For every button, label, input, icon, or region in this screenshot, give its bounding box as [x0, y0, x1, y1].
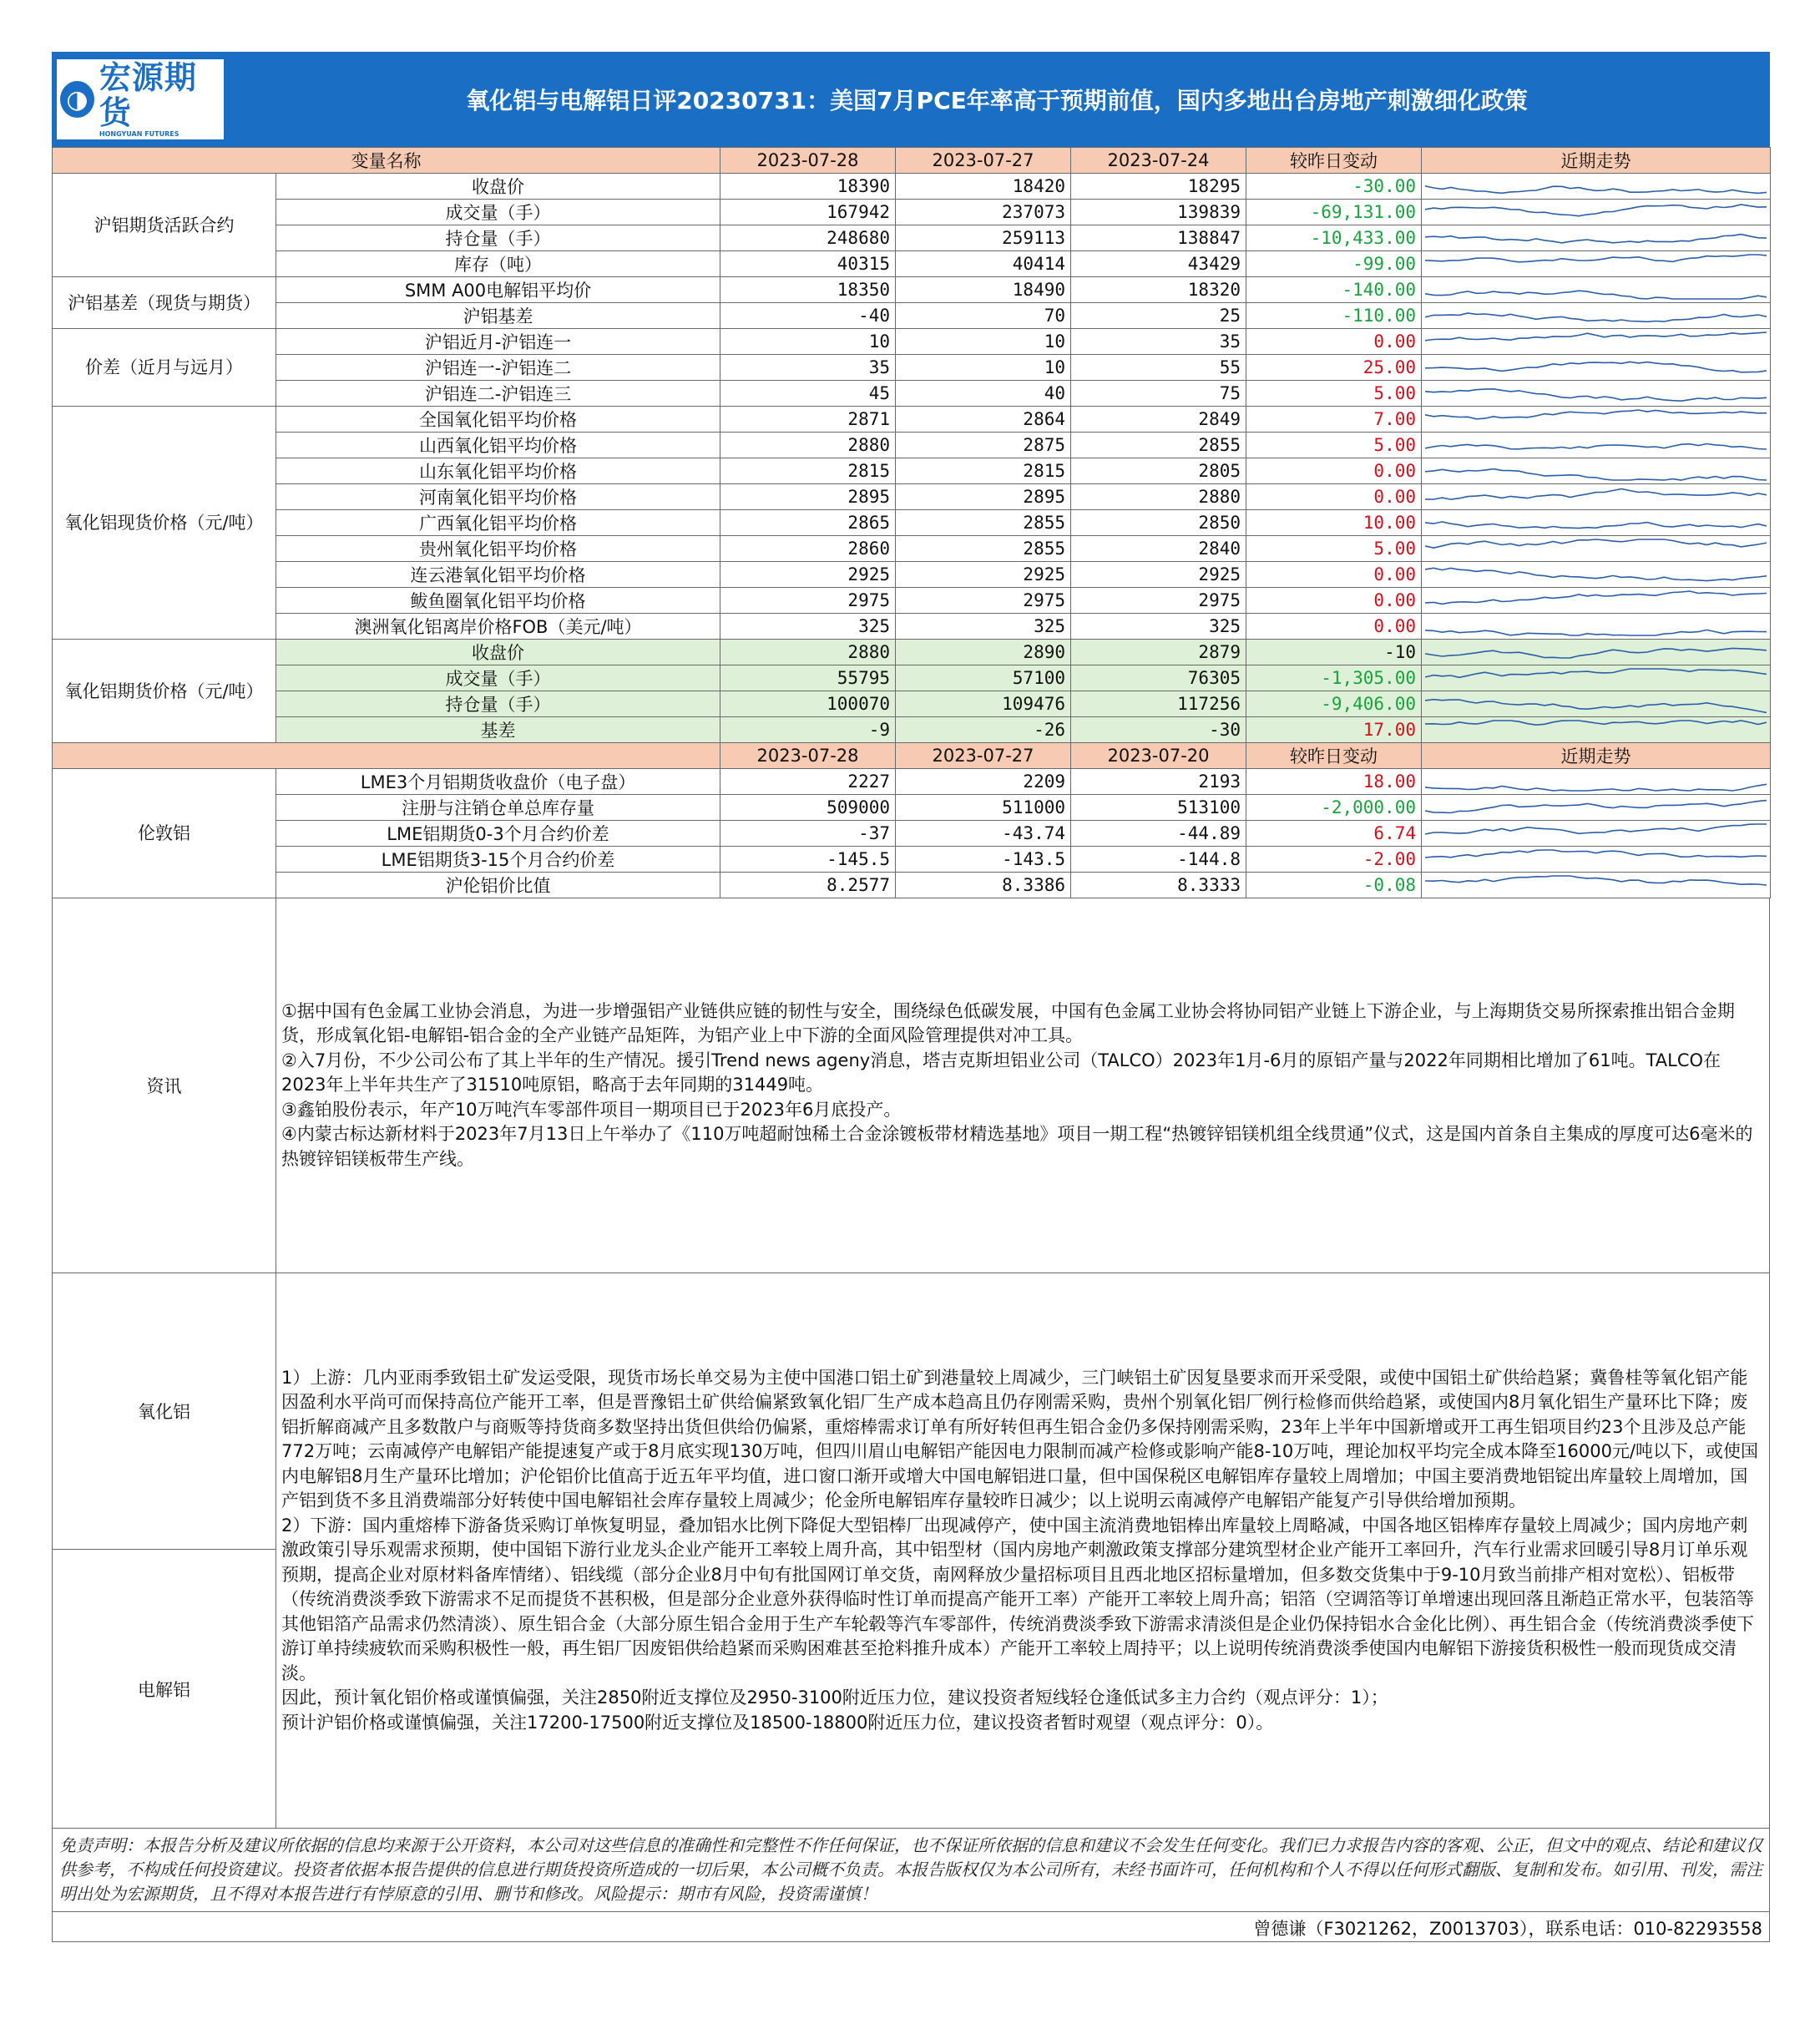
table-row [53, 407, 1771, 433]
value-cell: 2875 [896, 433, 1071, 458]
header-cell: 2023-07-28 [720, 148, 896, 174]
value-cell: 2975 [896, 588, 1071, 614]
value-cell: 55 [1071, 355, 1246, 381]
variable-name: 澳洲氧化铝离岸价格FOB（美元/吨） [276, 614, 720, 640]
sparkline-svg [1425, 356, 1767, 379]
table-row [53, 251, 1771, 277]
value-cell: 2805 [1071, 458, 1246, 484]
change-cell: -2,000.00 [1246, 795, 1422, 821]
change-cell: 6.74 [1246, 821, 1422, 847]
value-cell: 10 [896, 329, 1071, 355]
value-cell: 2925 [720, 562, 896, 588]
trend-sparkline [1422, 614, 1771, 640]
news-category: 资讯 [146, 1076, 182, 1096]
logo-name-en: HONGYUAN FUTURES [99, 130, 179, 138]
change-cell: 25.00 [1246, 355, 1422, 381]
value-cell: -37 [720, 821, 896, 847]
trend-sparkline [1422, 769, 1771, 795]
sparkline-svg [1425, 278, 1767, 301]
variable-name: 连云港氧化铝平均价格 [276, 562, 720, 588]
logo-mark-icon: ◑ [60, 81, 94, 118]
alumina-category: 氧化铝 [138, 1402, 190, 1422]
logo-name-cn: 宏源期货 [99, 59, 197, 131]
sparkline-svg [1425, 692, 1767, 716]
variable-name: 沪铝连一-沪铝连二 [276, 355, 720, 381]
value-cell: 2865 [720, 510, 896, 536]
change-cell: 0.00 [1246, 614, 1422, 640]
report-header [52, 52, 1770, 147]
sparkline-svg [1425, 666, 1767, 690]
value-cell: -9 [720, 717, 896, 743]
variable-name: 沪铝近月-沪铝连一 [276, 329, 720, 355]
value-cell: 18390 [720, 174, 896, 200]
change-cell: -69,131.00 [1246, 200, 1422, 225]
value-cell: 18320 [1071, 277, 1246, 303]
trend-sparkline [1422, 847, 1771, 873]
news-item: ④内蒙古标达新材料于2023年7月13日上午举办了《110万吨超耐蚀稀土合金涂镀板带材精选基地》项目一期工程“热镀锌铝镁机组全线贯通”仪式，这是国内首条自主集成的厚度可达6毫米的热镀锌铝镁板带生产线。 [281, 1124, 1753, 1169]
table-row [53, 200, 1771, 225]
header-row [53, 743, 1771, 769]
sparkline-line [1425, 850, 1767, 858]
value-cell: 167942 [720, 200, 896, 225]
sparkline-line [1425, 824, 1767, 834]
value-cell: 2895 [720, 484, 896, 510]
change-cell: -2.00 [1246, 847, 1422, 873]
variable-name: 沪伦铝价比值 [276, 873, 720, 898]
sparkline-svg [1425, 796, 1767, 819]
sparkline-svg [1425, 226, 1767, 250]
value-cell: 2860 [720, 536, 896, 562]
value-cell: 2855 [896, 536, 1071, 562]
disclaimer: 免责声明：本报告分析及建议所依据的信息均来源于公开资料，本公司对这些信息的准确性和完整性不作任何保证，也不保证所依据的信息和建议不会发生任何变化。我们已力求报告内容的客观、公正，但文中的观点、结论和建议仅供参考，不构成任何投资建议。投资者依据本报告提供的信息进行期货投资所造成的一切后果，本公司概不负责。本报告版权仅为本公司所有，未经书面许可，任何机构和个人不得以任何形式翻版、复制和发布。如引用、刊发，需注明出处为宏源期货，且不得对本报告进行有悖原意的引用、删节和修改。风险提示：期市有风险，投资需谨慎！ [52, 1829, 1770, 1912]
sparkline-svg [1425, 718, 1767, 741]
analyst-contact: 曾德谦（F3021262，Z0013703），联系电话：010-82293558 [52, 1912, 1770, 1942]
news-item: ③鑫铂股份表示，年产10万吨汽车零部件项目一期项目已于2023年6月底投产。 [281, 1099, 902, 1120]
value-cell: 513100 [1071, 795, 1246, 821]
header-row [53, 148, 1771, 174]
header-cell: 2023-07-27 [896, 148, 1071, 174]
change-cell: -0.08 [1246, 873, 1422, 898]
change-cell: 5.00 [1246, 536, 1422, 562]
electrolytic-aluminum-category: 电解铝 [138, 1679, 190, 1700]
table-row [53, 174, 1771, 200]
table-row [53, 433, 1771, 458]
value-cell: 2975 [1071, 588, 1246, 614]
value-cell: 2864 [896, 407, 1071, 433]
value-cell: -30 [1071, 717, 1246, 743]
value-cell: 325 [896, 614, 1071, 640]
sparkline-svg [1425, 822, 1767, 845]
header-cell: 变量名称 [53, 148, 720, 174]
sparkline-line [1425, 648, 1767, 658]
table-row [53, 355, 1771, 381]
trend-sparkline [1422, 717, 1771, 743]
trend-sparkline [1422, 484, 1771, 510]
sparkline-svg [1425, 873, 1767, 897]
table-row [53, 510, 1771, 536]
sparkline-svg [1425, 537, 1767, 560]
sparkline-line [1425, 669, 1767, 677]
trend-sparkline [1422, 873, 1771, 898]
data-table [52, 147, 1771, 898]
value-cell: 138847 [1071, 225, 1246, 251]
value-cell: 2880 [1071, 484, 1246, 510]
sparkline-svg [1425, 175, 1767, 198]
change-cell: -30.00 [1246, 174, 1422, 200]
value-cell: 139839 [1071, 200, 1246, 225]
sparkline-svg [1425, 485, 1767, 509]
variable-name: 持仓量（手） [276, 691, 720, 717]
value-cell: 2815 [896, 458, 1071, 484]
sparkline-svg [1425, 200, 1767, 224]
variable-name: 鲅鱼圈氧化铝平均价格 [276, 588, 720, 614]
value-cell: 35 [720, 355, 896, 381]
sparkline-line [1425, 332, 1767, 341]
trend-sparkline [1422, 174, 1771, 200]
change-cell: -140.00 [1246, 277, 1422, 303]
value-cell: 509000 [720, 795, 896, 821]
header-cell: 较昨日变动 [1246, 743, 1422, 769]
trend-sparkline [1422, 458, 1771, 484]
alumina-conclusion: 因此，预计氧化铝价格或谨慎偏强，关注2850附近支撑位及2950-3100附近压力位，建议投资者短线轻仓逢低试多主力合约（观点评分：1）； [281, 1687, 1388, 1708]
change-cell: -1,305.00 [1246, 665, 1422, 691]
row-group-label: 氧化铝期货价格（元/吨） [53, 640, 276, 743]
sparkline-line [1425, 313, 1767, 321]
value-cell: 18295 [1071, 174, 1246, 200]
company-logo [57, 59, 224, 139]
value-cell: 8.3333 [1071, 873, 1246, 898]
change-cell: -9,406.00 [1246, 691, 1422, 717]
value-cell: 18490 [896, 277, 1071, 303]
change-cell: 5.00 [1246, 381, 1422, 407]
table-row [53, 225, 1771, 251]
variable-name: 山东氧化铝平均价格 [276, 458, 720, 484]
change-cell: 10.00 [1246, 510, 1422, 536]
value-cell: 2880 [720, 433, 896, 458]
sparkline-line [1425, 876, 1767, 885]
row-group-label: 沪铝基差（现货与期货） [53, 277, 276, 329]
value-cell: 109476 [896, 691, 1071, 717]
change-cell: 0.00 [1246, 562, 1422, 588]
variable-name: 成交量（手） [276, 665, 720, 691]
trend-sparkline [1422, 277, 1771, 303]
header-cell: 2023-07-24 [1071, 148, 1246, 174]
trend-sparkline [1422, 588, 1771, 614]
table-row [53, 458, 1771, 484]
value-cell: 40414 [896, 251, 1071, 277]
value-cell: 45 [720, 381, 896, 407]
trend-sparkline [1422, 329, 1771, 355]
change-cell: 0.00 [1246, 329, 1422, 355]
table-row [53, 329, 1771, 355]
sparkline-line [1425, 389, 1767, 401]
value-cell: 8.3386 [896, 873, 1071, 898]
row-group-label: 伦敦铝 [53, 769, 276, 898]
header-cell: 较昨日变动 [1246, 148, 1422, 174]
value-cell: 57100 [896, 665, 1071, 691]
value-cell: 117256 [1071, 691, 1246, 717]
sparkline-svg [1425, 511, 1767, 534]
sparkline-svg [1425, 848, 1767, 871]
value-cell: 2193 [1071, 769, 1246, 795]
value-cell: 2840 [1071, 536, 1246, 562]
change-cell: -99.00 [1246, 251, 1422, 277]
variable-name: 收盘价 [276, 640, 720, 665]
trend-sparkline [1422, 381, 1771, 407]
value-cell: -26 [896, 717, 1071, 743]
variable-name: 收盘价 [276, 174, 720, 200]
aluminum-conclusion: 预计沪铝价格或谨慎偏强，关注17200-17500附近支撑位及18500-18800附近压力位，建议投资者暂时观望（观点评分：0）。 [281, 1712, 1274, 1733]
sparkline-line [1425, 801, 1767, 813]
news-item: ①据中国有色金属工业协会消息，为进一步增强铝产业链供应链的韧性与安全，围绕绿色低碳发展，中国有色金属工业协会将协同铝产业链上下游企业，与上海期货交易所探索推出铝合金期货，形成氧化铝-电解铝-铝合金的全产业链产品矩阵，为铝产业上中下游的全面风险管理提供对冲工具。 [281, 1000, 1735, 1046]
value-cell: 43429 [1071, 251, 1246, 277]
variable-name: 库存（吨） [276, 251, 720, 277]
value-cell: -44.89 [1071, 821, 1246, 847]
table-row [53, 484, 1771, 510]
sparkline-line [1425, 235, 1767, 243]
sparkline-svg [1425, 382, 1767, 405]
trend-sparkline [1422, 200, 1771, 225]
value-cell: 35 [1071, 329, 1246, 355]
analysis-section [52, 1273, 1770, 1829]
sparkline-line [1425, 362, 1767, 372]
value-cell: 10 [896, 355, 1071, 381]
value-cell: 2975 [720, 588, 896, 614]
header-cell: 2023-07-20 [1071, 743, 1246, 769]
value-cell: 70 [896, 303, 1071, 329]
value-cell: 2879 [1071, 640, 1246, 665]
trend-sparkline [1422, 225, 1771, 251]
trend-sparkline [1422, 665, 1771, 691]
value-cell: -40 [720, 303, 896, 329]
header-cell: 近期走势 [1422, 743, 1771, 769]
table-row [53, 665, 1771, 691]
table-row [53, 821, 1771, 847]
trend-sparkline [1422, 303, 1771, 329]
analysis-downstream: 2）下游：国内重熔棒下游备货采购订单恢复明显，叠加铝水比例下降促大型铝棒厂出现减停产，使中国主流消费地铝棒出库量较上周略减，中国各地区铝棒库存量较上周减少；国内房地产刺激政策引导乐观需求预期，使中国铝下游行业龙头企业产能开工率较上周升高，其中铝型材（国内房地产刺激政策支撑部分建筑型材企业产能开工率回升，汽车行业需求回暖引导8月订单乐观预期，提高企业对原材料备库情绪）、铝线缆（部分企业8月中旬有批国网订单交货，南网释放少量招标项目且西北地区招标量增加，但多数交货集中于9-10月致当前排产相对宽松）、铝板带（传统消费淡季致下游需求不足而提货不甚积极，但是部分企业意外获得临时性订单而提高产能开工率）产能开工率较上周升高；铝箔（空调箔等订单增速出现回落且渐趋正常水平，包装箔等其他铝箔产品需求仍然清淡）、原生铝合金（大部分原生铝合金用于生产车轮毂等汽车零部件，传统消费淡季致下游需求清淡但是企业仍保持铝水合金化比例）、再生铝合金（传统消费淡季使下游订单持续疲软而采购积极性一般，再生铝厂因废铝供给趋紧而采购困难甚至抢料推升成本）产能开工率较上周持平；以上说明传统消费淡季使国内电解铝下游接货积极性一般而现货成交清淡。 [281, 1515, 1754, 1683]
value-cell: 325 [1071, 614, 1246, 640]
table-row [53, 691, 1771, 717]
sparkline-line [1425, 721, 1767, 725]
sparkline-line [1425, 291, 1767, 299]
trend-sparkline [1422, 691, 1771, 717]
trend-sparkline [1422, 536, 1771, 562]
sparkline-line [1425, 186, 1767, 194]
value-cell: 248680 [720, 225, 896, 251]
table-row [53, 277, 1771, 303]
sparkline-line [1425, 489, 1767, 500]
trend-sparkline [1422, 795, 1771, 821]
table-row [53, 873, 1771, 898]
sparkline-line [1425, 469, 1767, 480]
sparkline-svg [1425, 304, 1767, 327]
report-frame [52, 52, 1770, 1942]
value-cell: 2880 [720, 640, 896, 665]
change-cell: 18.00 [1246, 769, 1422, 795]
report-title: 氧化铝与电解铝日评20230731：美国7月PCE年率高于预期前值，国内多地出台房地产刺激细化政策 [466, 87, 1528, 114]
value-cell: 2850 [1071, 510, 1246, 536]
variable-name: 沪铝连二-沪铝连三 [276, 381, 720, 407]
value-cell: 2871 [720, 407, 896, 433]
value-cell: 325 [720, 614, 896, 640]
value-cell: 237073 [896, 200, 1071, 225]
row-group-label: 价差（近月与远月） [53, 329, 276, 407]
change-cell: -10 [1246, 640, 1422, 665]
value-cell: 10 [720, 329, 896, 355]
value-cell: 2849 [1071, 407, 1246, 433]
change-cell: 17.00 [1246, 717, 1422, 743]
variable-name: 河南氧化铝平均价格 [276, 484, 720, 510]
sparkline-svg [1425, 589, 1767, 612]
sparkline-line [1425, 255, 1767, 262]
trend-sparkline [1422, 407, 1771, 433]
value-cell: -144.8 [1071, 847, 1246, 873]
value-cell: 18350 [720, 277, 896, 303]
table-row [53, 381, 1771, 407]
value-cell: 2855 [1071, 433, 1246, 458]
value-cell: 511000 [896, 795, 1071, 821]
sparkline-line [1425, 539, 1767, 548]
value-cell: 40 [896, 381, 1071, 407]
value-cell: 100070 [720, 691, 896, 717]
sparkline-svg [1425, 459, 1767, 483]
table-row [53, 795, 1771, 821]
row-group-label: 沪铝期货活跃合约 [53, 174, 276, 277]
trend-sparkline [1422, 640, 1771, 665]
sparkline-line [1425, 205, 1767, 216]
sparkline-line [1425, 784, 1767, 791]
sparkline-line [1425, 591, 1767, 604]
sparkline-line [1425, 630, 1767, 635]
value-cell: 55795 [720, 665, 896, 691]
table-row [53, 769, 1771, 795]
variable-name: 基差 [276, 717, 720, 743]
value-cell: 40315 [720, 251, 896, 277]
variable-name: 全国氧化铝平均价格 [276, 407, 720, 433]
change-cell: -110.00 [1246, 303, 1422, 329]
value-cell: -43.74 [896, 821, 1071, 847]
variable-name: LME铝期货0-3个月合约价差 [276, 821, 720, 847]
header-cell: 近期走势 [1422, 148, 1771, 174]
change-cell: 0.00 [1246, 484, 1422, 510]
change-cell: 0.00 [1246, 458, 1422, 484]
header-cell: 2023-07-27 [896, 743, 1071, 769]
variable-name: LME铝期货3-15个月合约价差 [276, 847, 720, 873]
value-cell: 2227 [720, 769, 896, 795]
value-cell: 8.2577 [720, 873, 896, 898]
sparkline-svg [1425, 252, 1767, 276]
sparkline-svg [1425, 770, 1767, 793]
trend-sparkline [1422, 562, 1771, 588]
table-row [53, 536, 1771, 562]
sparkline-line [1425, 568, 1767, 580]
variable-name: 山西氧化铝平均价格 [276, 433, 720, 458]
sparkline-line [1425, 522, 1767, 529]
variable-name: SMM A00电解铝平均价 [276, 277, 720, 303]
trend-sparkline [1422, 433, 1771, 458]
variable-name: 持仓量（手） [276, 225, 720, 251]
table-row [53, 717, 1771, 743]
table-row [53, 303, 1771, 329]
variable-name: 贵州氧化铝平均价格 [276, 536, 720, 562]
news-section [52, 898, 1770, 1273]
value-cell: 25 [1071, 303, 1246, 329]
variable-name: LME3个月铝期货收盘价（电子盘） [276, 769, 720, 795]
header-cell [53, 743, 720, 769]
table-row [53, 562, 1771, 588]
sparkline-line [1425, 410, 1767, 419]
change-cell: 0.00 [1246, 588, 1422, 614]
header-cell: 2023-07-28 [720, 743, 896, 769]
value-cell: 2855 [896, 510, 1071, 536]
value-cell: 2895 [896, 484, 1071, 510]
sparkline-svg [1425, 563, 1767, 586]
news-item: ②入7月份，不少公司公布了其上半年的生产情况。援引Trend news ageny消息，塔吉克斯坦铝业公司（TALCO）2023年1月-6月的原铝产量与2022年同期相比增加了61吨。TALCO在2023年上半年共生产了31510吨原铝，略高于去年同期的31449吨。 [281, 1050, 1721, 1095]
sparkline-line [1425, 700, 1767, 713]
value-cell: 2925 [896, 562, 1071, 588]
value-cell: 2925 [1071, 562, 1246, 588]
row-group-label: 氧化铝现货价格（元/吨） [53, 407, 276, 640]
value-cell: -143.5 [896, 847, 1071, 873]
table-row [53, 614, 1771, 640]
trend-sparkline [1422, 355, 1771, 381]
table-row [53, 588, 1771, 614]
sparkline-svg [1425, 433, 1767, 457]
change-cell: 7.00 [1246, 407, 1422, 433]
trend-sparkline [1422, 510, 1771, 536]
sparkline-line [1425, 444, 1767, 450]
value-cell: 2890 [896, 640, 1071, 665]
value-cell: 76305 [1071, 665, 1246, 691]
table-row [53, 847, 1771, 873]
variable-name: 成交量（手） [276, 200, 720, 225]
trend-sparkline [1422, 821, 1771, 847]
trend-sparkline [1422, 251, 1771, 277]
variable-name: 沪铝基差 [276, 303, 720, 329]
analysis-upstream: 1）上游：几内亚雨季致铝土矿发运受限，现货市场长单交易为主使中国港口铝土矿到港量较上周减少，三门峡铝土矿因复垦要求而开采受限，或使中国铝土矿供给趋紧；冀鲁桂等氧化铝产能因盈利水平尚可而保持高位产能开工率，但是晋豫铝土矿供给偏紧致氧化铝厂生产成本趋高且仍存刚需采购，贵州个别氧化铝厂例行检修而供给趋紧，或使国内8月氧化铝生产量环比下降；废铝折解商减产且多数散户与商贩等持货商多数坚持出货但供给仍偏紧，重熔棒需求订单有所好转但再生铝合金仍多保持刚需采购，23年上半年中国新增或开工再生铝项目约23个且涉及总产能772万吨；云南减停产电解铝产能提速复产或于8月底实现130万吨，但四川眉山电解铝产能因电力限制而减产检修或影响产能8-10万吨，理论加权平均完全成本降至16000元/吨以下，或使国内电解铝8月生产量环比增加；沪伦铝价比值高于近五年平均值，进口窗口渐开或增大中国电解铝进口量，但中国保税区电解铝库存量较上周增加；中国主要消费地铝锭出库量较上周增加，国产铝到货不多且消费端部分好转使中国电解铝社会库存量较上周减少；伦金所电解铝库存量较昨日减少；以上说明云南减停产电解铝产能复产引导供给增加预期。 [281, 1367, 1759, 1511]
sparkline-svg [1425, 330, 1767, 353]
variable-name: 注册与注销仓单总库存量 [276, 795, 720, 821]
sparkline-svg [1425, 640, 1767, 664]
value-cell: -145.5 [720, 847, 896, 873]
value-cell: 75 [1071, 381, 1246, 407]
sparkline-svg [1425, 615, 1767, 638]
table-row [53, 640, 1771, 665]
value-cell: 2209 [896, 769, 1071, 795]
value-cell: 2815 [720, 458, 896, 484]
change-cell: -10,433.00 [1246, 225, 1422, 251]
sparkline-svg [1425, 407, 1767, 431]
change-cell: 5.00 [1246, 433, 1422, 458]
value-cell: 18420 [896, 174, 1071, 200]
value-cell: 259113 [896, 225, 1071, 251]
variable-name: 广西氧化铝平均价格 [276, 510, 720, 536]
